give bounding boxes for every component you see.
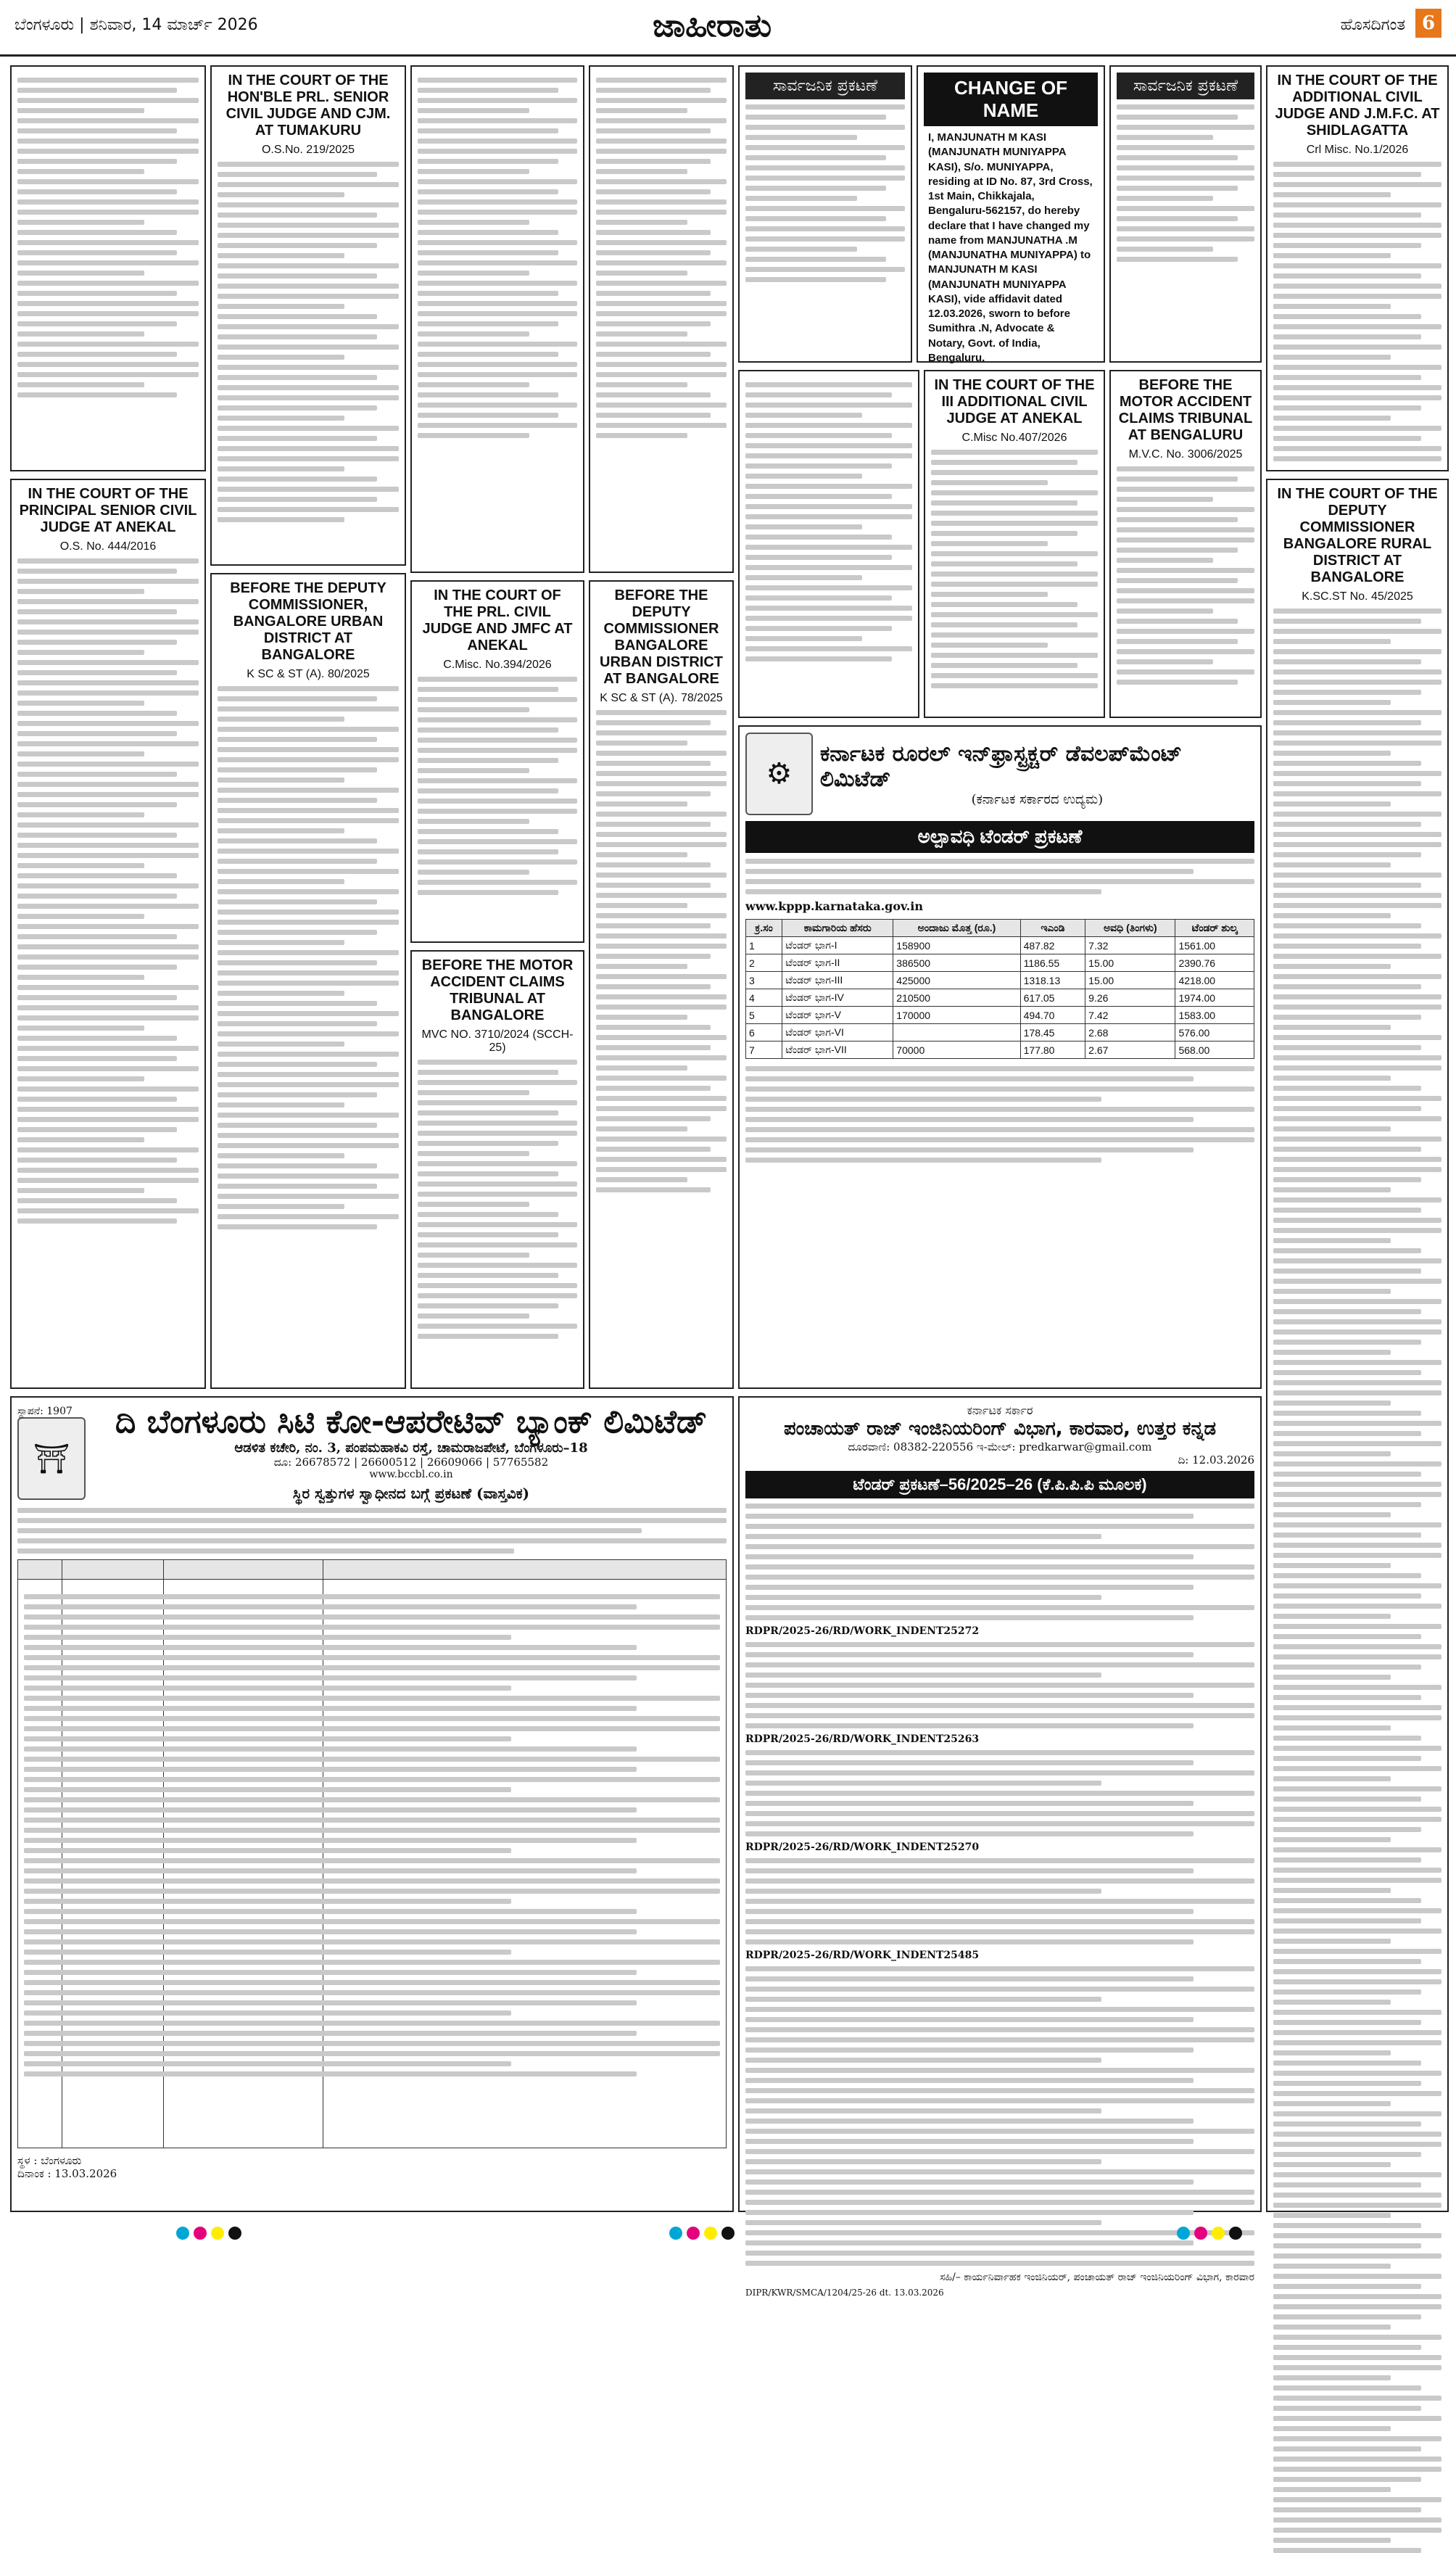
bank-established: ಸ್ಥಾಪನೆ: 1907 xyxy=(17,1406,73,1417)
bank-address: ಆಡಳಿತ ಕಚೇರಿ, ನಂ. 3, ಪಂಪಮಹಾಕವಿ ರಸ್ತೆ, ಚಾಮರಾಜಪೇಟೆ, ಬೆಂಗಳೂರು–18 xyxy=(234,1440,588,1456)
court-notice-tumakuru xyxy=(210,65,406,566)
kannada-notice-col6 xyxy=(1109,65,1262,363)
page-number: 6 xyxy=(1415,9,1441,38)
notice-text-placeholder xyxy=(1273,162,1441,461)
cmyk-dots-left xyxy=(174,2227,244,2243)
court-name: IN THE COURT OF THE DEPUTY COMMISSIONER BANGALORE RURAL DISTRICT AT BANGALORE xyxy=(1277,486,1438,585)
krdcl-banner: ಅಲ್ಪಾವಧಿ ಟೆಂಡರ್ ಪ್ರಕಟಣೆ xyxy=(745,821,1254,853)
change-of-name-title: CHANGE OF NAME xyxy=(924,73,1098,126)
bank-notice-title: ಸ್ಥಿರ ಸ್ವತ್ತುಗಳ ಸ್ವಾಧೀನದ ಬಗ್ಗೆ ಪ್ರಕಟಣೆ (ವಾಸ್ತವಿಕ) xyxy=(292,1485,530,1502)
col-header: ಟೆಂಡರ್ ಶುಲ್ಕ xyxy=(1175,920,1254,937)
panchayat-body-placeholder xyxy=(745,1642,1254,1728)
case-number: M.V.C. No. 3006/2025 xyxy=(1128,448,1243,461)
notice-text-placeholder xyxy=(17,558,199,1224)
krdcl-tender-table xyxy=(745,919,1254,1059)
notice-text-placeholder xyxy=(596,710,727,1192)
col-header: ಅವಧಿ (ತಿಂಗಳು) xyxy=(1085,920,1175,937)
krdcl-title: ಕರ್ನಾಟಕ ರೂರಲ್ ಇನ್‌ಫ್ರಾಸ್ಟ್ರಕ್ಚರ್ ಡೆವಲಪ್‌ಮೆಂಟ್ ಲಿಮಿಟೆಡ್ xyxy=(819,741,1183,792)
section-title: ಜಾಹೀರಾತು xyxy=(653,7,772,44)
court-notice-anekal-iii xyxy=(924,370,1105,718)
court-name: IN THE COURT OF THE PRL. CIVIL JUDGE AND JMFC AT ANEKAL xyxy=(422,587,573,653)
indent-ref: RDPR/2025-26/RD/WORK_INDENT25485 xyxy=(745,1950,980,1961)
mact-notice-3006 xyxy=(1109,370,1262,718)
notice-text-placeholder xyxy=(418,1060,577,1339)
case-number: O.S. No. 444/2016 xyxy=(59,540,157,553)
notice-text-placeholder xyxy=(418,677,577,895)
panchayat-body-placeholder xyxy=(745,1504,1254,1620)
kannada-notice-col1 xyxy=(10,65,206,471)
bank-website[interactable]: www.bccbl.co.in xyxy=(369,1469,453,1480)
dc-notice-80-2025 xyxy=(210,573,406,1389)
court-name: IN THE COURT OF THE III ADDITIONAL CIVIL JUDGE AT ANEKAL xyxy=(934,377,1095,426)
panchayat-tender-notice xyxy=(738,1396,1262,2298)
bank-property-table xyxy=(17,1559,727,2148)
court-notice-shidlagatta xyxy=(1266,65,1449,471)
court-name: BEFORE THE MOTOR ACCIDENT CLAIMS TRIBUNAL AT BENGALURU xyxy=(1118,377,1253,443)
table-row: 2 ಟೆಂಡರ್ ಭಾಗ-II 386500 1186.55 15.00 2390.76 xyxy=(746,954,1254,972)
notice-banner: ಸಾರ್ವಜನಿಕ ಪ್ರಕಟಣೆ xyxy=(745,73,905,99)
mact-notice-3710 xyxy=(410,950,584,1389)
court-name: BEFORE THE MOTOR ACCIDENT CLAIMS TRIBUNAL AT BANGALORE xyxy=(421,957,574,1023)
krdcl-logo-icon: ⚙ xyxy=(745,733,813,815)
change-of-name-notice xyxy=(917,65,1105,363)
panchayat-body-placeholder xyxy=(745,1750,1254,1836)
col-header: ಕಾಮಗಾರಿಯ ಹೆಸರು xyxy=(782,920,893,937)
table-row: 5 ಟೆಂಡರ್ ಭಾಗ-V 170000 494.70 7.42 1583.00 xyxy=(746,1007,1254,1024)
indent-ref: RDPR/2025-26/RD/WORK_INDENT25270 xyxy=(745,1841,980,1853)
table-row: 1 ಟೆಂಡರ್ ಭಾಗ-I 158900 487.82 7.32 1561.00 xyxy=(746,937,1254,954)
col-header: ಕ್ರ.ಸಂ xyxy=(746,920,782,937)
notice-text-placeholder xyxy=(1117,104,1254,262)
dipr-reference: DIPR/KWR/SMCA/1204/25-26 dt. 13.03.2026 xyxy=(745,2288,944,2298)
case-number: O.S.No. 219/2025 xyxy=(261,144,355,156)
change-of-name-body: I, MANJUNATH M KASI (MANJUNATH MUNIYAPPA KASI), S/o. MUNIYAPPA, residing at ID No. 87, 3rd Cross, 1st Main, Chikkajala, Bengaluru-562157, do hereby declare that I have changed my name from MANJUNATHA .M (MANJUNATHA MUNIYAPPA) to MANJUNATH M KASI (MANJUNATH MUNIYAPPA KASI), vide affidavit dated 12.03.2026, sworn to before Sumithra .N, Advocate & Notary, Govt. of India, Bengaluru. xyxy=(928,131,1093,364)
panchayat-body-placeholder xyxy=(745,1858,1254,1944)
bank-possession-notice xyxy=(10,1396,734,2212)
notice-banner: ಸಾರ್ವಜನಿಕ ಪ್ರಕಟಣೆ xyxy=(1117,73,1254,99)
panchayat-govt: ಕರ್ನಾಟಕ ಸರ್ಕಾರ xyxy=(967,1403,1033,1417)
notice-text-placeholder xyxy=(1117,466,1254,685)
case-number: K SC & ST (A). 80/2025 xyxy=(247,668,370,680)
bank-title: ದಿ ಬೆಂಗಳೂರು ಸಿಟಿ ಕೋ-ಆಪರೇಟಿವ್ ಬ್ಯಾಂಕ್ ಲಿಮಿಟೆಡ್ xyxy=(115,1403,708,1440)
panchayat-banner: ಟೆಂಡರ್ ಪ್ರಕಟಣೆ–56/2025–26 (ಕೆ.ಪಿ.ಪಿ.ಪಿ ಮೂಲಕ) xyxy=(745,1471,1254,1498)
date-line: ಬೆಂಗಳೂರು | ಶನಿವಾರ, 14 ಮಾರ್ಚ್ 2026 xyxy=(15,16,258,34)
table-header xyxy=(18,1560,726,1580)
notice-text-placeholder xyxy=(418,78,577,438)
table-row: 7 ಟೆಂಡರ್ ಭಾಗ-VII 70000 177.80 2.67 568.00 xyxy=(746,1042,1254,1059)
court-notice-anekal xyxy=(10,479,206,1389)
brand-name: ಹೊಸದಿಗಂತ xyxy=(1340,16,1405,34)
masthead xyxy=(0,0,1456,57)
panchayat-contact: ದೂರವಾಣಿ: 08382-220556 ಇ-ಮೇಲ್: predkarwar@gmail.com xyxy=(848,1440,1152,1453)
bank-intro-placeholder xyxy=(17,1508,727,1554)
indent-ref: RDPR/2025-26/RD/WORK_INDENT25263 xyxy=(745,1733,980,1745)
table-row: 3 ಟೆಂಡರ್ ಭಾಗ-III 425000 1318.13 15.00 4218.00 xyxy=(746,972,1254,989)
panchayat-title: ಪಂಚಾಯತ್ ರಾಜ್ ಇಂಜಿನಿಯರಿಂಗ್ ವಿಭಾಗ, ಕಾರವಾರ, ಉತ್ತರ ಕನ್ನಡ xyxy=(783,1418,1217,1440)
kannada-notice-col5 xyxy=(738,65,912,363)
kannada-notice-col5b xyxy=(738,370,919,718)
indent-ref: RDPR/2025-26/RD/WORK_INDENT25272 xyxy=(745,1625,980,1637)
court-name: IN THE COURT OF THE PRINCIPAL SENIOR CIVIL JUDGE AT ANEKAL xyxy=(19,486,197,535)
krdcl-footer-placeholder xyxy=(745,1066,1254,1163)
court-name: IN THE COURT OF THE HON'BLE PRL. SENIOR CIVIL JUDGE AND CJM. AT TUMAKURU xyxy=(226,73,391,139)
notice-text-placeholder xyxy=(17,78,199,397)
table-row: 4 ಟೆಂಡರ್ ಭಾಗ-IV 210500 617.05 9.26 1974.00 xyxy=(746,989,1254,1007)
col-header: ಅಂದಾಜು ಮೊತ್ತ (ರೂ.) xyxy=(893,920,1020,937)
notice-text-placeholder xyxy=(218,686,399,1229)
col-header: ಇಎಂಡಿ xyxy=(1020,920,1085,937)
court-name: BEFORE THE DEPUTY COMMISSIONER, BANGALORE URBAN DISTRICT AT BANGALORE xyxy=(230,580,386,663)
case-number: K SC & ST (A). 78/2025 xyxy=(600,692,723,704)
panchayat-signature: ಸಹಿ/– ಕಾರ್ಯನಿರ್ವಾಹಕ ಇಂಜಿನಿಯರ್, ಪಂಚಾಯತ್ ರಾಜ್ ಇಂಜಿನಿಯರಿಂಗ್ ವಿಭಾಗ, ಕಾರವಾರ xyxy=(940,2272,1254,2283)
krdcl-portal-link[interactable]: www.kppp.karnataka.gov.in xyxy=(745,899,923,913)
bank-phone: ದೂ: 26678572 | 26600512 | 26609066 | 57765582 xyxy=(273,1456,549,1469)
krdcl-tender-notice xyxy=(738,725,1262,1389)
bank-footer-place: ಸ್ಥಳ : ಬೆಂಗಳೂರು xyxy=(17,2154,82,2167)
krdcl-subtitle: (ಕರ್ನಾಟಕ ಸರ್ಕಾರದ ಉದ್ಯಮ) xyxy=(971,791,1104,807)
bank-table-rows-placeholder xyxy=(24,1589,720,2082)
case-number: Crl Misc. No.1/2026 xyxy=(1306,144,1409,156)
case-number: MVC NO. 3710/2024 (SCCH-25) xyxy=(421,1028,574,1054)
kannada-notice-col4 xyxy=(589,65,734,573)
court-notice-anekal-jmfc xyxy=(410,580,584,943)
dc-rural-notice-45-2025 xyxy=(1266,479,1449,2212)
cmyk-dots-center xyxy=(667,2227,737,2243)
case-number: C.Misc. No.394/2026 xyxy=(443,659,552,671)
krdcl-intro-placeholder xyxy=(745,859,1254,894)
kannada-notice-col3 xyxy=(410,65,584,573)
cmyk-dots-right xyxy=(1175,2227,1244,2243)
notice-text-placeholder xyxy=(1273,609,1441,2553)
table-row: 6 ಟೆಂಡರ್ ಭಾಗ-VI 178.45 2.68 576.00 xyxy=(746,1024,1254,1042)
notice-text-placeholder xyxy=(745,104,905,282)
notice-text-placeholder xyxy=(218,162,399,522)
case-number: C.Misc No.407/2026 xyxy=(961,432,1067,444)
notice-text-placeholder xyxy=(745,382,912,661)
court-name: IN THE COURT OF THE ADDITIONAL CIVIL JUDGE AND J.M.F.C. AT SHIDLAGATTA xyxy=(1275,73,1440,139)
print-registration-marks xyxy=(0,2219,1456,2248)
notice-text-placeholder xyxy=(596,78,727,438)
bank-footer-date: ದಿನಾಂಕ : 13.03.2026 xyxy=(17,2167,117,2180)
bank-logo-icon: ⛩ xyxy=(17,1417,86,1500)
notice-text-placeholder xyxy=(931,450,1098,688)
panchayat-date: ದಿ: 12.03.2026 xyxy=(1178,1453,1254,1467)
case-number: K.SC.ST No. 45/2025 xyxy=(1302,590,1413,603)
dc-notice-78-2025 xyxy=(589,580,734,1389)
court-name: BEFORE THE DEPUTY COMMISSIONER BANGALORE URBAN DISTRICT AT BANGALORE xyxy=(600,587,723,687)
